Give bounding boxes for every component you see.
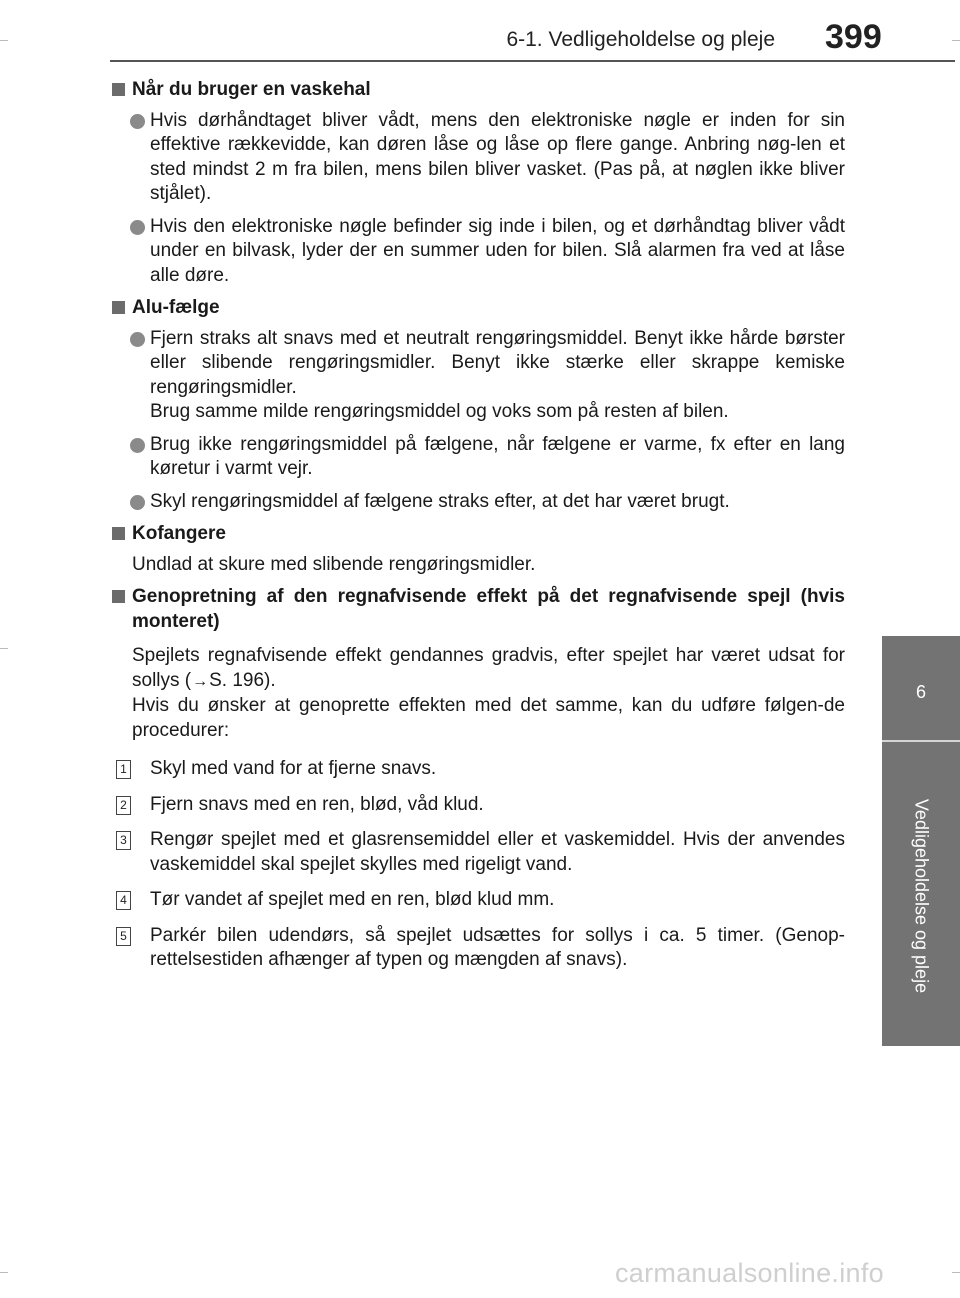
circle-bullet-icon bbox=[130, 332, 145, 347]
square-bullet-icon bbox=[112, 590, 125, 603]
step-number: 2 bbox=[116, 796, 131, 815]
crop-mark bbox=[0, 648, 8, 649]
square-bullet-icon bbox=[112, 527, 125, 540]
section-heading: Kofangere bbox=[132, 523, 226, 544]
paragraph: Spejlets regnafvisende effekt gendannes gradvis, efter spejlet har været udsat for sollys (→S. 196). Hvis du ønsker at genoprette effekten med det samme, kan du udføre følgen-de procedurer: bbox=[132, 645, 845, 741]
section-heading: Når du bruger en vaskehal bbox=[132, 79, 371, 100]
crop-mark bbox=[0, 1272, 8, 1273]
step-number: 3 bbox=[116, 831, 131, 850]
section-alu-faelge bbox=[110, 296, 845, 514]
crop-mark bbox=[0, 40, 8, 41]
list-item: Skyl rengøringsmiddel af fælgene straks efter, at det har været brugt. bbox=[110, 490, 845, 515]
list-item: Hvis den elektroniske nøgle befinder sig inde i bilen, og et dørhåndtag bliver vådt under en bilvask, lyder der en summer uden for bilen. Slå alarmen fra ved at låse alle døre. bbox=[110, 215, 845, 289]
circle-bullet-icon bbox=[130, 495, 145, 510]
step-item: 3 Rengør spejlet med et glasrensemiddel eller et vaskemiddel. Hvis der anvendes vaskemiddel skal spejlet skylles med rigeligt vand. bbox=[110, 828, 845, 877]
square-bullet-icon bbox=[112, 83, 125, 96]
list-item: Brug ikke rengøringsmiddel på fælgene, når fælgene er varme, fx efter en lang køretur i varmt vejr. bbox=[110, 433, 845, 482]
square-bullet-icon bbox=[112, 301, 125, 314]
page-content bbox=[110, 70, 845, 984]
watermark: carmanualsonline.info bbox=[615, 1258, 884, 1288]
paragraph: Undlad at skure med slibende rengøringsmidler. bbox=[132, 553, 536, 575]
chapter-number: 6 bbox=[915, 682, 926, 702]
circle-bullet-icon bbox=[130, 438, 145, 453]
chapter-label: Vedligeholdelse og pleje bbox=[911, 798, 932, 994]
step-number: 4 bbox=[116, 891, 131, 910]
step-number: 1 bbox=[116, 760, 131, 779]
arrow-right-icon: → bbox=[192, 672, 209, 690]
page-number: 399 bbox=[825, 18, 882, 56]
step-item: 5 Parkér bilen udendørs, så spejlet udsættes for sollys i ca. 5 timer. (Genop-rettelsestiden afhænger af typen og mængden af snavs). bbox=[110, 924, 845, 973]
step-item: 1 Skyl med vand for at fjerne snavs. bbox=[110, 757, 845, 782]
crop-mark bbox=[952, 1272, 960, 1273]
step-number: 5 bbox=[116, 927, 131, 946]
list-item: Fjern straks alt snavs med et neutralt rengøringsmiddel. Benyt ikke hårde børster eller slibende rengøringsmidler. Benyt ikke stærke eller skrappe kemiske rengøringsmidler. Brug samme milde rengøringsmiddel og voks som på resten af bilen. bbox=[110, 327, 845, 425]
section-heading: Genopretning af den regnafvisende effekt på det regnafvisende spejl (hvis monteret) bbox=[132, 586, 845, 632]
step-item: 2 Fjern snavs med en ren, blød, våd klud. bbox=[110, 793, 845, 818]
circle-bullet-icon bbox=[130, 114, 145, 129]
section-spejl bbox=[110, 585, 845, 973]
section-title: 6-1. Vedligeholdelse og pleje bbox=[506, 28, 775, 51]
page-header bbox=[0, 0, 960, 62]
header-rule bbox=[110, 60, 955, 62]
list-item: Hvis dørhåndtaget bliver vådt, mens den elektroniske nøgle er inden for sin effektive rækkevidde, kan døren låse og låse op flere gange. Anbring nøg-len et sted mindst 2 m fra bilen, mens bilen bliver vasket. (Pas på, at nøglen ikke bliver stjålet). bbox=[110, 109, 845, 207]
crop-mark bbox=[952, 40, 960, 41]
circle-bullet-icon bbox=[130, 220, 145, 235]
section-heading: Alu-fælge bbox=[132, 297, 220, 318]
chapter-tab bbox=[882, 636, 960, 1046]
section-kofangere bbox=[110, 522, 845, 577]
section-vaskehal bbox=[110, 78, 845, 288]
page-reference-link[interactable]: S. 196). bbox=[209, 669, 276, 691]
chapter-tab-divider bbox=[882, 740, 960, 742]
step-item: 4 Tør vandet af spejlet med en ren, blød klud mm. bbox=[110, 888, 845, 913]
